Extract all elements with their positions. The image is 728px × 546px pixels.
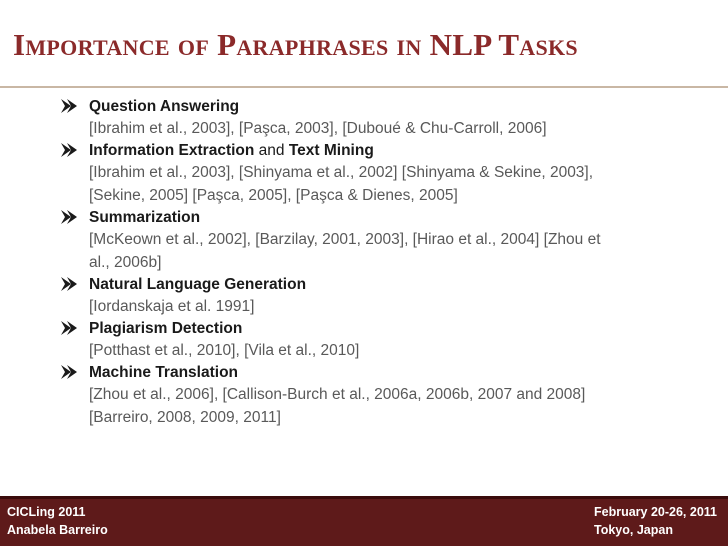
list-item xyxy=(60,318,700,362)
item-references: [Sekine, 2005] [Paşca, 2005], [Paşca & Dienes, 2005] xyxy=(89,187,458,204)
slide-title: Importance of Paraphrases in NLP Tasks xyxy=(13,27,578,62)
item-heading xyxy=(89,140,700,161)
item-heading: Question Answering xyxy=(89,98,240,115)
arrow-bullet-icon xyxy=(60,98,78,114)
item-references: [Ibrahim et al., 2003], [Paşca, 2003], [Duboué & Chu-Carroll, 2006] xyxy=(89,120,547,137)
item-references: [Potthast et al., 2010], [Vila et al., 2010] xyxy=(89,342,360,359)
item-heading: Natural Language Generation xyxy=(89,276,307,293)
list-item xyxy=(60,96,700,140)
bullet-list xyxy=(60,96,700,429)
heading-connector: and xyxy=(254,142,289,159)
author-name: Anabela Barreiro xyxy=(7,523,108,537)
arrow-bullet-icon xyxy=(60,209,78,225)
item-heading: Summarization xyxy=(89,209,201,226)
item-references: al., 2006b] xyxy=(89,254,162,271)
item-references: [McKeown et al., 2002], [Barzilay, 2001, 2003], [Hirao et al., 2004] [Zhou et xyxy=(89,231,601,248)
conference-name: CICLing 2011 xyxy=(7,505,86,519)
arrow-bullet-icon xyxy=(60,142,78,158)
item-references: [Ibrahim et al., 2003], [Shinyama et al., 2002] [Shinyama & Sekine, 2003], xyxy=(89,164,594,181)
footer-bar xyxy=(0,496,728,546)
list-item xyxy=(60,274,700,318)
list-item xyxy=(60,207,700,274)
title-divider xyxy=(0,86,728,88)
item-references: [Zhou et al., 2006], [Callison-Burch et al., 2006a, 2006b, 2007 and 2008] xyxy=(89,386,586,403)
arrow-bullet-icon xyxy=(60,320,78,336)
arrow-bullet-icon xyxy=(60,364,78,380)
arrow-bullet-icon xyxy=(60,276,78,292)
footer-divider xyxy=(0,496,728,499)
item-heading: Machine Translation xyxy=(89,364,239,381)
item-heading: Plagiarism Detection xyxy=(89,320,243,337)
conference-dates: February 20-26, 2011 xyxy=(594,505,717,519)
heading-part: Information Extraction xyxy=(89,142,255,159)
item-references: [Iordanskaja et al. 1991] xyxy=(89,298,255,315)
heading-part: Text Mining xyxy=(288,142,374,159)
conference-location: Tokyo, Japan xyxy=(594,523,673,537)
list-item xyxy=(60,140,700,207)
item-references: [Barreiro, 2008, 2009, 2011] xyxy=(89,409,281,426)
list-item xyxy=(60,362,700,429)
